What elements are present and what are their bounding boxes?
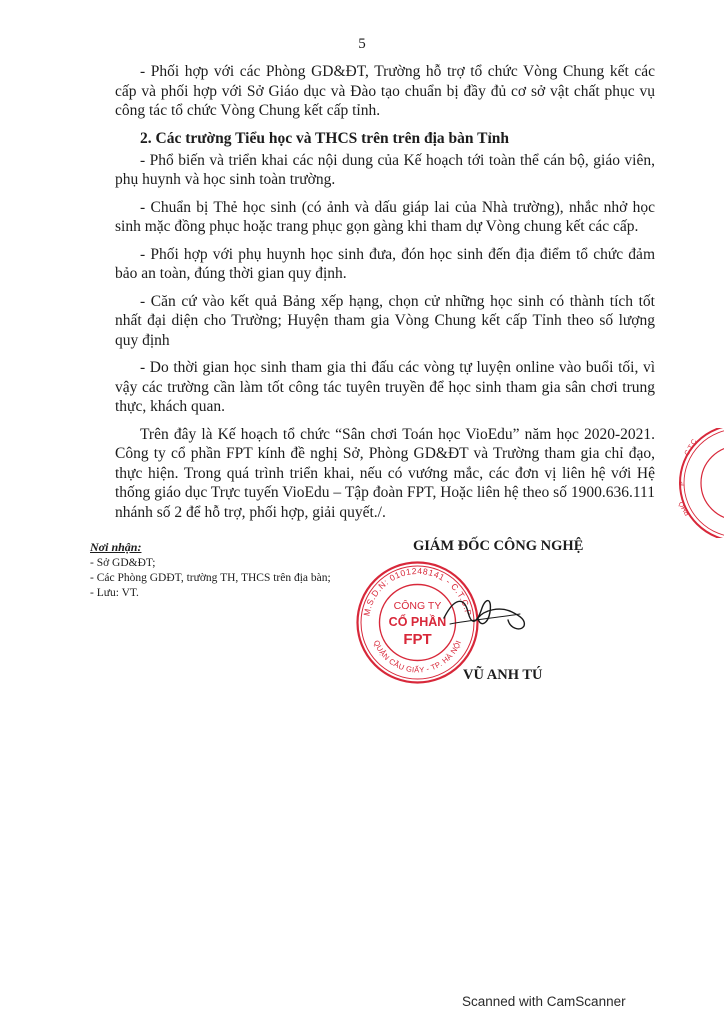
recipient-item: - Sở GD&ĐT; [90,557,156,569]
document-body [115,62,655,530]
paragraph: - Phổ biến và triển khai các nội dung của Kế hoạch tới toàn thể cán bộ, giáo viên, phụ huynh và học sinh toàn trường. [115,151,655,188]
scanner-watermark: Scanned with CamScanner [462,994,626,1009]
recipients-block [90,540,390,601]
seal-line1: CÔNG TY [393,600,442,612]
svg-text:P: P [679,481,687,487]
svg-text:C.T.C: C.T.C [683,438,699,457]
handwritten-signature [440,588,530,638]
section-heading: 2. Các trường Tiểu học và THCS trên trên địa bàn Tỉnh [140,129,509,147]
seal-line3: FPT [403,631,432,648]
paragraph: - Phối hợp với phụ huynh học sinh đưa, đón học sinh đến địa điểm tổ chức đảm bảo an toàn, đúng thời gian quy định. [115,245,655,282]
svg-text:PHÓ: PHÓ [678,499,692,517]
seal-ring-bottom-text: QUẬN CẦU GIẤY - TP. HÀ NỘI [371,638,464,675]
recipient-item: - Lưu: VT. [90,587,139,599]
recipient-item: - Các Phòng GDĐT, trường TH, THCS trên địa bàn; [90,572,331,584]
paragraph: - Căn cứ vào kết quả Bảng xếp hạng, chọn cử những học sinh có thành tích tốt nhất đại diện cho Trường; Huyện tham gia Vòng Chung kết cấp Tỉnh theo số lượng quy định [115,292,655,349]
paragraph: - Chuẩn bị Thẻ học sinh (có ảnh và dấu giáp lai của Nhà trường), nhắc nhở học sinh mặc đồng phục hoặc trang phục gọn gàng khi tham dự Vòng chung kết các cấp. [115,198,655,235]
recipients-title: Nơi nhận: [90,540,142,554]
seal-line2: CỔ PHẦN [388,615,447,629]
page-number: 5 [358,36,366,52]
signer-name: VŨ ANH TÚ [463,667,543,683]
signer-title: GIÁM ĐỐC CÔNG NGHỆ [413,538,584,554]
closing-paragraph: Trên đây là Kế hoạch tổ chức “Sân chơi Toán học VioEdu” năm học 2020-2021. Công ty cổ phần FPT kính đề nghị Sở, Phòng GD&ĐT và Trường tham gia chỉ đạo, thực hiện. Trong quá trình triển khai, nếu có vướng mắc, các đơn vị liên hệ với Hệ thống giáo dục Trực tuyến VioEdu – Tập đoàn FPT, Hoặc liên hệ theo số 1900.636.111 nhánh số 2 để hỗ trợ, phối hợp, giải quyết./. [115,425,655,521]
paragraph: - Phối hợp với các Phòng GD&ĐT, Trường hỗ trợ tổ chức Vòng Chung kết các cấp và phối hợp với Sở Giáo dục và Đào tạo chuẩn bị đầy đủ cơ sở vật chất phục vụ công tác tổ chức Vòng Chung kết cấp tỉnh. [115,63,655,119]
paragraph: - Do thời gian học sinh tham gia thi đấu các vòng tự luyện online vào buổi tối, vì vậy các trường cần làm tốt công tác tuyên truyền để học sinh tham gia sân chơi trung thực, khách quan. [115,359,655,415]
recipients-list [90,556,390,601]
seal-ring-text: M.S.D.N: 0101248141 - C.T.C.P [361,565,474,617]
edge-seal-fragment [658,428,724,538]
